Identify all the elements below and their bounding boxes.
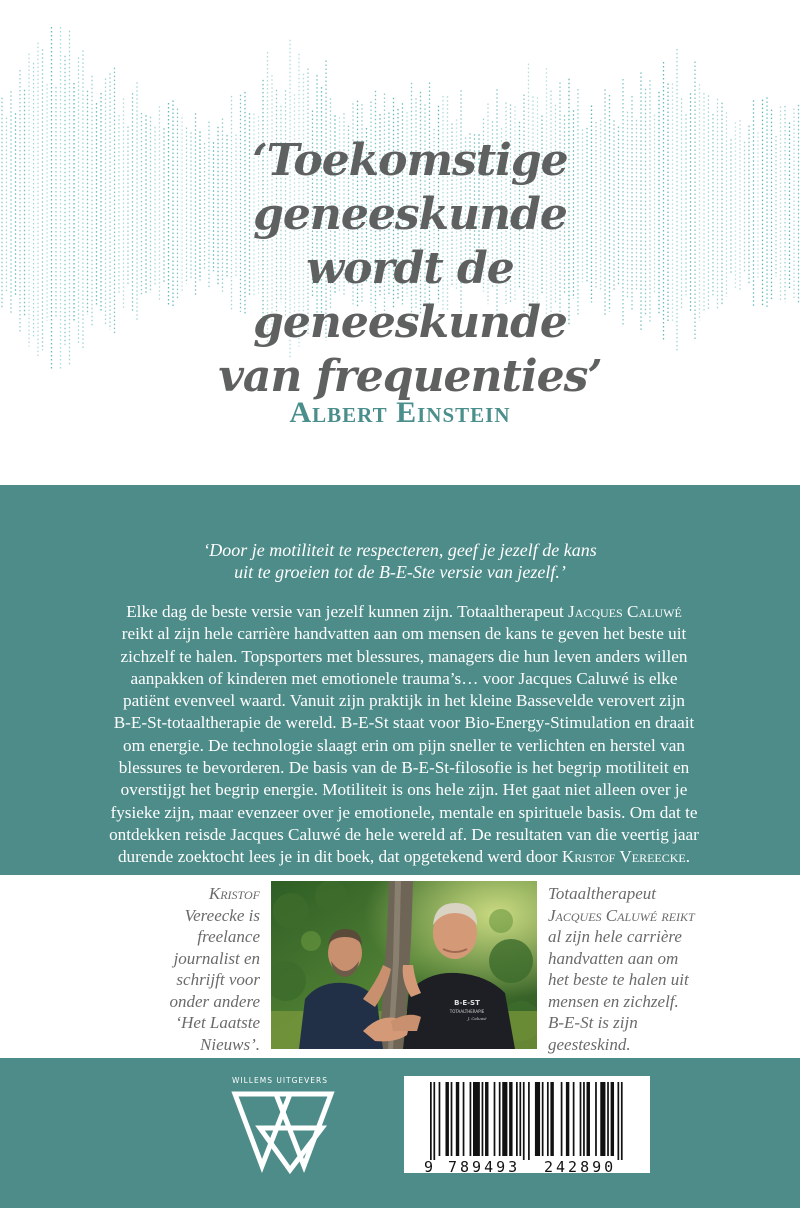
blurb-line-12-text: durende zoektocht lees je in dit boek, dat opgetekend werd door <box>117 847 562 867</box>
publisher-bar <box>0 1058 800 1208</box>
blurb-line-3: zichzelf te halen. Topsporters met blessures, managers die hun leven anders willen <box>120 646 688 666</box>
blurb-line-12 <box>88 846 720 868</box>
right-caption-line-1: Totaaltherapeut <box>548 884 656 903</box>
description-section <box>0 485 800 875</box>
left-caption-line-2: Vereecke is <box>184 905 260 925</box>
isbn-group-2: 242890 <box>544 1158 617 1176</box>
quote-line-2: geneeskunde <box>253 189 567 240</box>
author-name-caluwe: Jacques Caluwé <box>568 602 682 621</box>
right-caption-line-4: handvatten aan om <box>548 948 679 968</box>
blurb-line-4: aanpakken of kinderen met emotionele trauma’s… voor Jacques Caluwé is elke <box>130 668 678 688</box>
left-caption-line-8: Nieuws’. <box>200 1034 260 1054</box>
left-caption-line-4: journalist en <box>173 948 260 968</box>
right-caption-line-8: geesteskind. <box>548 1034 631 1054</box>
left-caption-line-1: Kristof <box>208 884 260 903</box>
left-caption-line-6: onder andere <box>169 991 260 1011</box>
blurb-line-10: fysieke zijn, maar evenzeer over je emotionele, mentale en spirituele basis. Om dat te <box>110 802 698 822</box>
publisher-name: WILLEMS UITGEVERS <box>232 1076 329 1085</box>
isbn-barcode <box>404 1076 650 1176</box>
intro-quote-line-1: ‘Door je motiliteit te respecteren, geef je jezelf de kans <box>203 540 597 560</box>
authors-photo <box>271 881 537 1049</box>
blurb-line-8: blessures te bevorderen. De basis van de B-E-St-filosofie is het begrip motiliteit en <box>118 758 690 778</box>
intro-quote-line-2: uit te groeien tot de B-E-Ste versie van jezelf.’ <box>234 562 566 582</box>
blurb-line-6: B-E-St-totaaltherapie de wereld. B-E-St staat voor Bio-Energy-Stimulation en draait <box>113 713 695 733</box>
intro-quote <box>60 539 740 583</box>
shirt-logo-subtext: TOTAALTHERAPIE <box>449 1009 485 1014</box>
author-name-vereecke: Kristof Vereecke <box>561 847 686 867</box>
right-caption-line-7: B-E-St is zijn <box>548 1013 638 1032</box>
blurb-line-1-text: Elke dag de beste versie van jezelf kunnen zijn. Totaaltherapeut <box>126 602 569 621</box>
left-caption-line-3: freelance <box>197 927 260 946</box>
blurb-line-11: ontdekken reisde Jacques Caluwé de hele wereld af. De resultaten van die veertig jaar <box>109 824 699 844</box>
left-caption-line-5: schrijft voor <box>176 970 260 989</box>
left-caption <box>150 883 260 1055</box>
publisher-logo-icon <box>230 1088 346 1174</box>
blurb-line-9: overstijgt het begrip energie. Motiliteit is ons hele zijn. Het gaat niet alleen over je <box>120 780 688 800</box>
right-caption-line-5: het beste te halen uit <box>548 970 689 989</box>
top-quote-section <box>0 0 800 485</box>
right-caption-line-6: mensen en zichzelf. <box>548 991 679 1011</box>
quote-author: Albert Einstein <box>289 396 511 429</box>
quote-line-4: van frequenties’ <box>218 351 602 402</box>
quote-line-1: ‘Toekomstige <box>252 135 568 186</box>
authors-photo-illustration <box>271 881 537 1049</box>
einstein-quote <box>150 134 670 404</box>
quote-line-3: wordt de geneeskunde <box>253 243 567 348</box>
right-caption-line-3: al zijn hele carrière <box>548 927 682 946</box>
left-caption-line-7: ‘Het Laatste <box>175 1013 260 1032</box>
blurb-line-1 <box>88 601 720 623</box>
isbn-number <box>404 1160 650 1174</box>
blurb-line-2: reikt al zijn hele carrière handvatten aan om mensen de kans te geven het beste uit <box>121 624 687 644</box>
blurb-line-5: patiënt evenveel waard. Vanuit zijn praktijk in het kleine Bassevelde verovert zijn <box>123 691 685 711</box>
shirt-logo-signature: J. Caluwé <box>467 1016 487 1021</box>
right-caption <box>548 883 695 1055</box>
authors-section <box>0 875 800 1058</box>
isbn-group-1: 789493 <box>448 1158 521 1176</box>
blurb-end-period: . <box>685 847 691 867</box>
blurb-line-7: om energie. De technologie slaagt erin om pijn sneller te verlichten en herstel van <box>123 735 685 755</box>
barcode-bars <box>404 1076 650 1160</box>
isbn-first-digit: 9 <box>424 1158 434 1176</box>
right-caption-line-2: Jacques Caluwé reikt <box>548 905 695 925</box>
shirt-logo-text: B-E-ST <box>454 999 480 1007</box>
blurb-text <box>88 601 720 869</box>
